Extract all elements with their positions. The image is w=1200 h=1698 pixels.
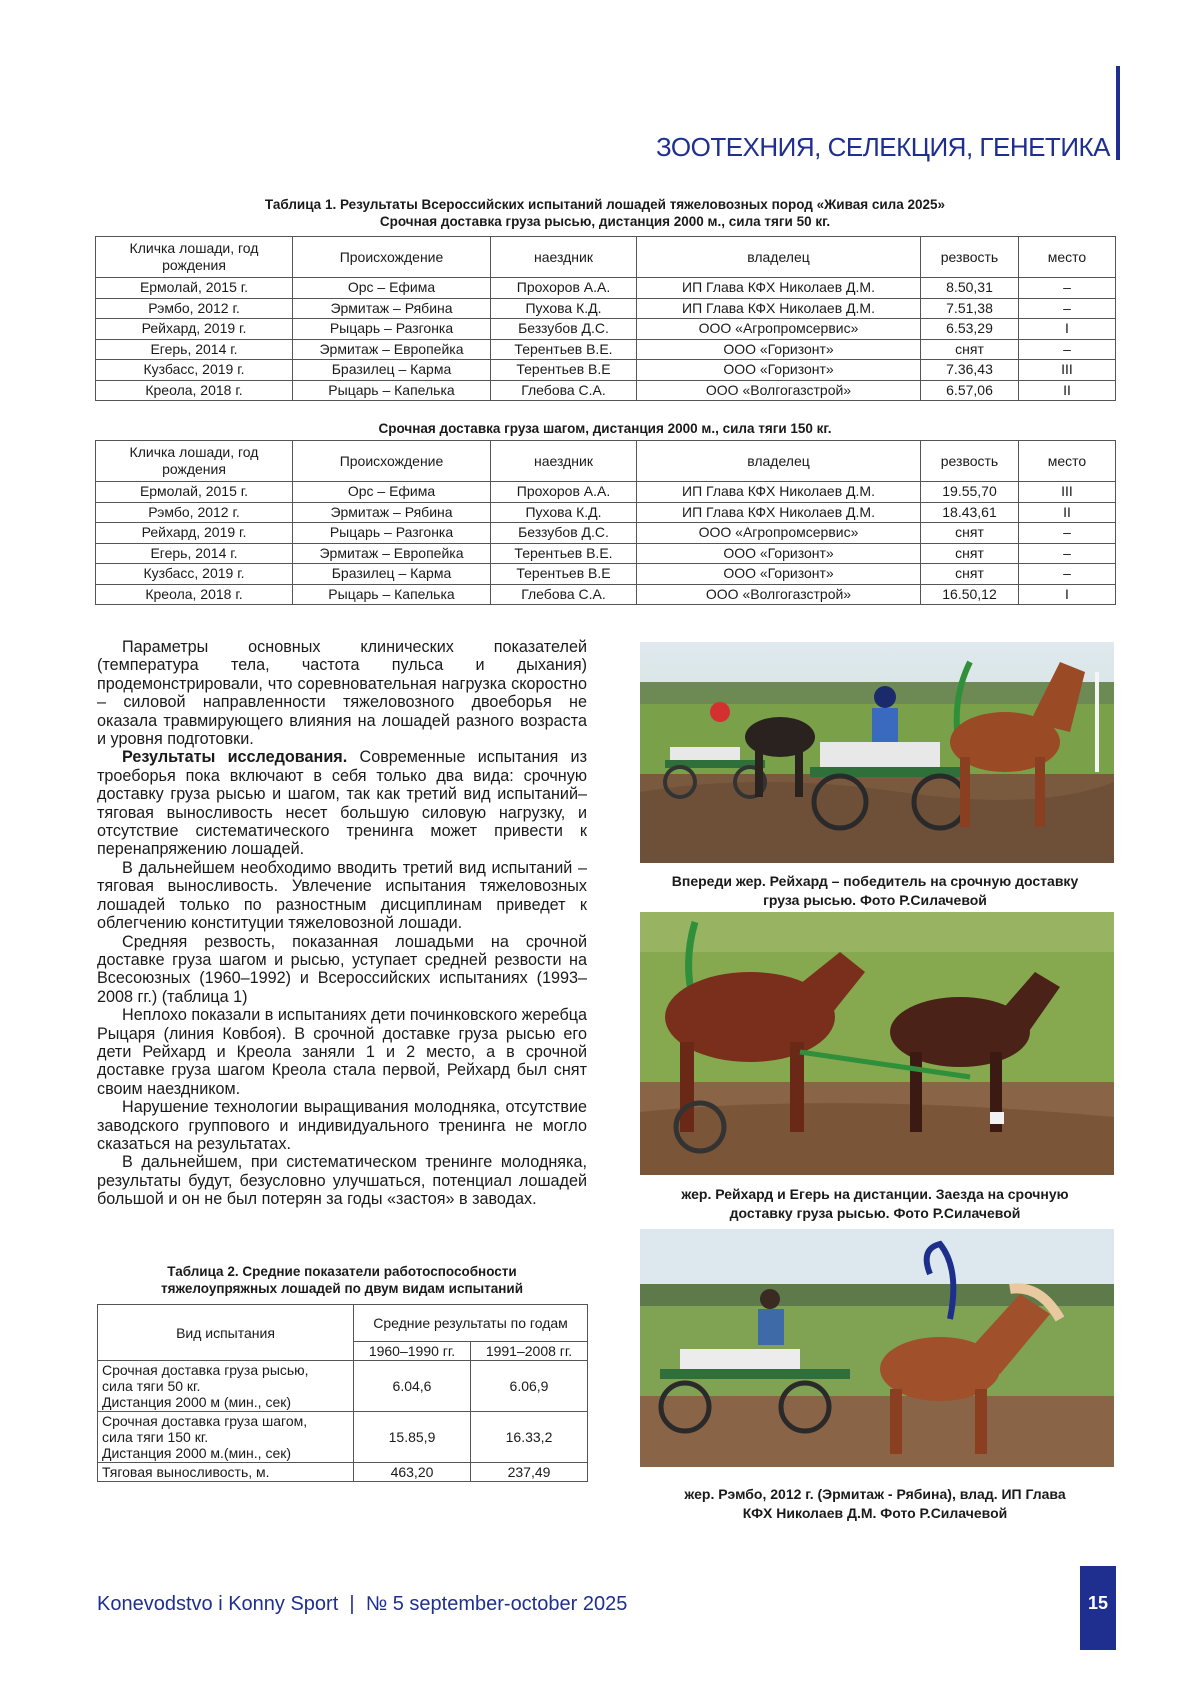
table1-header-origin: Происхождение [293, 237, 491, 278]
table-cell: ООО «Волгогазстрой» [637, 380, 921, 401]
table1-header-owner: владелец [637, 237, 921, 278]
table-cell-line: сила тяги 150 кг. [102, 1429, 209, 1445]
table-cell: – [1019, 298, 1116, 319]
table1-caption-line1: Таблица 1. Результаты Всероссийских испытаний лошадей тяжеловозных пород «Живая сила 2025» [264, 197, 946, 212]
photo-caption-2 [620, 1185, 1130, 1223]
table-cell: ООО «Горизонт» [637, 360, 921, 381]
table-cell-line: Срочная доставка груза шагом, [102, 1413, 308, 1429]
table-cell: ООО «Агропромсервис» [637, 319, 921, 340]
photo-caption-line: жер. Рэмбо, 2012 г. (Эрмитаж - Рябина), влад. ИП Глава [684, 1486, 1066, 1502]
table-cell: Эрмитаж – Европейка [293, 339, 491, 360]
table2-header-type: Вид испытания [98, 1305, 354, 1361]
table-row [96, 584, 1116, 605]
table-cell: I [1019, 584, 1116, 605]
table-cell: ООО «Агропромсервис» [637, 523, 921, 544]
table-cell: Креола, 2018 г. [96, 584, 293, 605]
footer-issue: № 5 september-october 2025 [365, 1593, 628, 1615]
table1b-caption: Срочная доставка груза шагом, дистанция 2000 м., сила тяги 150 кг. [378, 421, 832, 436]
table-row [96, 482, 1116, 503]
table1b-header-place: место [1019, 441, 1116, 482]
table-cell: Ермолай, 2015 г. [96, 482, 293, 503]
photo-horse-rambo [640, 1229, 1114, 1467]
table-cell: III [1019, 360, 1116, 381]
paragraph-lead: Результаты исследования. [122, 748, 348, 767]
table-cell: Ермолай, 2015 г. [96, 278, 293, 299]
table-cell: 8.50,31 [921, 278, 1019, 299]
photo-horse-race-1 [640, 642, 1114, 863]
table-cell: ИП Глава КФХ Николаев Д.М. [637, 482, 921, 503]
table1b-header-origin: Происхождение [293, 441, 491, 482]
table-cell: 7.51,38 [921, 298, 1019, 319]
table2-header-period2: 1991–2008 гг. [471, 1342, 588, 1361]
table-row [98, 1361, 588, 1412]
table-cell-line: Дистанция 2000 м (мин., сек) [102, 1394, 292, 1410]
table-cell: Креола, 2018 г. [96, 380, 293, 401]
table-cell: Рыцарь – Разгонка [293, 523, 491, 544]
table-cell-line: Дистанция 2000 м.(мин., сек) [102, 1445, 292, 1461]
table-cell: Глебова С.А. [491, 584, 637, 605]
table2 [97, 1304, 588, 1482]
paragraph: В дальнейшем, при систематическом тренинге молодняка, результаты будут, безусловно улучшаться, потенциал лошадей большой и он не был потерян за годы «застоя» в заводах. [97, 1153, 587, 1209]
table-cell: снят [921, 564, 1019, 585]
table-cell: Глебова С.А. [491, 380, 637, 401]
table-row [96, 339, 1116, 360]
table-cell: III [1019, 482, 1116, 503]
photo-caption-line: Впереди жер. Рейхард – победитель на срочную доставку [671, 873, 1079, 889]
photo-horse-race-2 [640, 912, 1114, 1175]
table-cell: ООО «Горизонт» [637, 543, 921, 564]
paragraph [97, 748, 587, 858]
table-cell: 6.04,6 [354, 1361, 471, 1412]
table-row [98, 1412, 588, 1463]
table-cell: ИП Глава КФХ Николаев Д.М. [637, 298, 921, 319]
table-row [96, 298, 1116, 319]
table-cell: Пухова К.Д. [491, 502, 637, 523]
table-cell: – [1019, 278, 1116, 299]
table-row [96, 564, 1116, 585]
table-cell-line: сила тяги 50 кг. [102, 1378, 201, 1394]
table-cell: II [1019, 380, 1116, 401]
table-cell-line: Срочная доставка груза рысью, [102, 1362, 309, 1378]
table1-header-name: Кличка лошади, год рождения [96, 237, 293, 278]
table-cell: ООО «Горизонт» [637, 564, 921, 585]
table2-header-period1: 1960–1990 гг. [354, 1342, 471, 1361]
table2-caption [97, 1263, 587, 1297]
photo-caption-line: жер. Рейхард и Егерь на дистанции. Заезда на срочную [681, 1186, 1069, 1202]
table-row [96, 319, 1116, 340]
table1-caption-line2: Срочная доставка груза рысью, дистанция 2000 м., сила тяги 50 кг. [379, 214, 831, 229]
table1b-header-rider: наездник [491, 441, 637, 482]
table-cell: 463,20 [354, 1463, 471, 1482]
table-cell: I [1019, 319, 1116, 340]
table-cell: – [1019, 523, 1116, 544]
table1-header-place: место [1019, 237, 1116, 278]
table-cell: Терентьев В.Е [491, 360, 637, 381]
photo-caption-line: доставку груза рысью. Фото Р.Силачевой [729, 1205, 1021, 1221]
table-cell: – [1019, 339, 1116, 360]
table2-header-group: Средние результаты по годам [354, 1305, 588, 1342]
table-row [98, 1463, 588, 1482]
table-row [96, 380, 1116, 401]
table-row [96, 278, 1116, 299]
table-cell: Рыцарь – Капелька [293, 584, 491, 605]
table-cell [98, 1361, 354, 1412]
table-cell: Бразилец – Карма [293, 360, 491, 381]
table-cell: Орс – Ефима [293, 278, 491, 299]
article-body [97, 638, 587, 1209]
table-cell: 6.57,06 [921, 380, 1019, 401]
paragraph: Параметры основных клинических показателей (температура тела, частота пульса и дыхания) продемонстрировали, что соревновательная нагрузка скоростно – силовой направленности тяжеловозного двоеборья не оказала травмирующего влияния на лошадей разного возраста и уровня подготовки. [97, 638, 587, 749]
table-row [96, 360, 1116, 381]
table2-header-row [98, 1305, 588, 1342]
paragraph: В дальнейшем необходимо вводить третий вид испытаний – тяговая выносливость. Увлечение испытания тяжеловозных лошадей только по разностным дисциплинам приведет к облегчению конституции тяжеловозной лошади. [97, 858, 587, 933]
table1b-header-name: Кличка лошади, год рождения [96, 441, 293, 482]
table-cell: – [1019, 564, 1116, 585]
table-cell: 7.36,43 [921, 360, 1019, 381]
photo-illustration [640, 1229, 1114, 1467]
table-cell: – [1019, 543, 1116, 564]
table-cell: Беззубов Д.С. [491, 523, 637, 544]
table-cell: Рыцарь – Разгонка [293, 319, 491, 340]
table-cell: 237,49 [471, 1463, 588, 1482]
table-cell: Пухова К.Д. [491, 298, 637, 319]
photo-caption-3 [620, 1485, 1130, 1523]
page-number: 15 [1087, 1593, 1109, 1613]
table-cell: Рэмбо, 2012 г. [96, 298, 293, 319]
table-cell: Рэмбо, 2012 г. [96, 502, 293, 523]
table-cell: Рейхард, 2019 г. [96, 319, 293, 340]
table-cell: Беззубов Д.С. [491, 319, 637, 340]
table1-header-speed: резвость [921, 237, 1019, 278]
table-cell: 15.85,9 [354, 1412, 471, 1463]
table-cell: 16.50,12 [921, 584, 1019, 605]
table2-caption-line2: тяжелоупряжных лошадей по двум видам испытаний [160, 1281, 524, 1296]
table1-header-row [96, 237, 1116, 278]
table-row [96, 523, 1116, 544]
photo-caption-line: груза рысью. Фото Р.Силачевой [763, 892, 987, 908]
paragraph: Средняя резвость, показанная лошадьми на срочной доставке груза шагом и рысью, уступает средней резвости на Всесоюзных (1960–1992) и Всероссийских испытаниях (1993–2008 гг.) (таблица 1) [97, 932, 587, 1006]
table-cell: Орс – Ефима [293, 482, 491, 503]
table1b-header-speed: резвость [921, 441, 1019, 482]
paragraph-text: Современные испытания из троеборья пока включают в себя только два вида: срочную доставку груза рысью и шагом, так как третий вид испытаний–тяговая выносливость несет большую силовую нагрузку, и отсутствие систематического тренинга может привести к перенапряжению лошадей. [97, 748, 587, 859]
table-cell: Терентьев В.Е [491, 564, 637, 585]
table-cell: Рейхард, 2019 г. [96, 523, 293, 544]
table1-caption [95, 196, 1115, 230]
footer-journal: Konevodstvo i Konny Sport [97, 1593, 339, 1615]
section-title: ЗООТЕХНИЯ, СЕЛЕКЦИЯ, ГЕНЕТИКА [655, 132, 1110, 162]
photo-caption-line: КФХ Николаев Д.М. Фото Р.Силачевой [742, 1505, 1008, 1521]
table-row [96, 543, 1116, 564]
table-cell: Эрмитаж – Рябина [293, 298, 491, 319]
table1b [95, 440, 1116, 605]
table-cell: 19.55,70 [921, 482, 1019, 503]
page-footer [97, 1593, 627, 1616]
table-cell: Кузбасс, 2019 г. [96, 564, 293, 585]
paragraph: Неплохо показали в испытаниях дети починковского жеребца Рыцаря (линия Ковбоя). В срочной доставке груза рысью его дети Рейхард и Креола заняли 1 и 2 место, а в срочной доставке груза шагом Креола стала первой, Рейхард был снят своим наездником. [97, 1006, 587, 1098]
table-cell: Тяговая выносливость, м. [98, 1463, 354, 1482]
table-cell: 6.06,9 [471, 1361, 588, 1412]
table-cell: II [1019, 502, 1116, 523]
header-accent-bar [1116, 66, 1120, 160]
table-cell: ООО «Волгогазстрой» [637, 584, 921, 605]
table-row [96, 502, 1116, 523]
table-cell: Эрмитаж – Рябина [293, 502, 491, 523]
table-cell: Егерь, 2014 г. [96, 543, 293, 564]
table-cell: Рыцарь – Капелька [293, 380, 491, 401]
table-cell: Прохоров А.А. [491, 482, 637, 503]
table-cell: 18.43,61 [921, 502, 1019, 523]
table-cell: 16.33,2 [471, 1412, 588, 1463]
table1b-header-row [96, 441, 1116, 482]
table1-header-rider: наездник [491, 237, 637, 278]
table-cell: Терентьев В.Е. [491, 543, 637, 564]
photo-illustration [640, 912, 1114, 1175]
table-cell: Кузбасс, 2019 г. [96, 360, 293, 381]
table2-caption-line1: Таблица 2. Средние показатели работоспособности [167, 1264, 517, 1279]
footer-separator: | [349, 1593, 355, 1615]
table-cell: снят [921, 339, 1019, 360]
table-cell [98, 1412, 354, 1463]
table1b-header-owner: владелец [637, 441, 921, 482]
paragraph: Нарушение технологии выращивания молодняка, отсутствие заводского группового и индивидуального тренинга не могло сказаться на результатах. [97, 1098, 587, 1153]
table-cell: ООО «Горизонт» [637, 339, 921, 360]
photo-illustration [640, 642, 1114, 863]
table-cell: ИП Глава КФХ Николаев Д.М. [637, 502, 921, 523]
table-cell: снят [921, 543, 1019, 564]
table-cell: снят [921, 523, 1019, 544]
table1 [95, 236, 1116, 401]
photo-caption-1 [620, 872, 1130, 910]
table-cell: ИП Глава КФХ Николаев Д.М. [637, 278, 921, 299]
table-cell: 6.53,29 [921, 319, 1019, 340]
table-cell: Терентьев В.Е. [491, 339, 637, 360]
table-cell: Егерь, 2014 г. [96, 339, 293, 360]
table-cell: Бразилец – Карма [293, 564, 491, 585]
table-cell: Эрмитаж – Европейка [293, 543, 491, 564]
table-cell: Прохоров А.А. [491, 278, 637, 299]
